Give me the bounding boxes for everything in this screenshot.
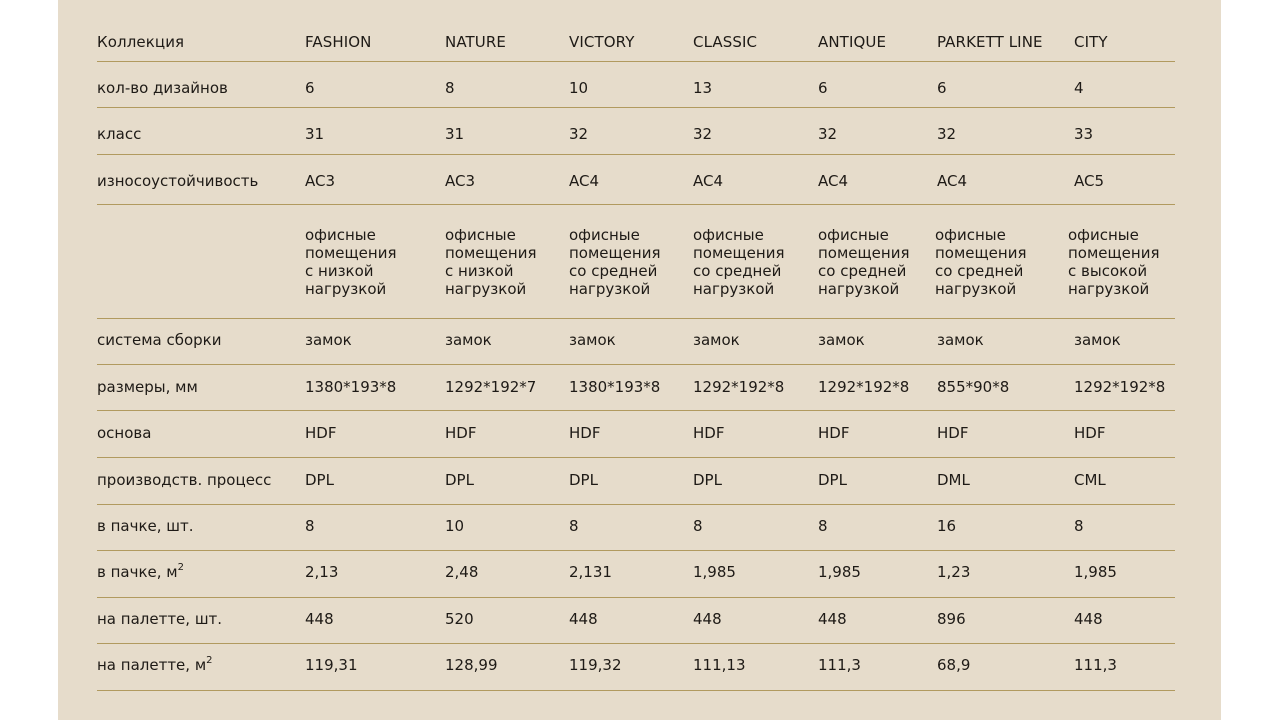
table-cell: 2,13 [305, 563, 339, 581]
table-cell: 4 [1074, 79, 1084, 97]
table-cell: офисные помещения со средней нагрузкой [818, 226, 910, 298]
table-cell: DPL [445, 471, 474, 489]
table-cell: 1,985 [693, 563, 736, 581]
table-cell: AC4 [569, 172, 600, 190]
table-cell: замок [569, 331, 616, 349]
table-cell: офисные помещения со средней нагрузкой [693, 226, 785, 298]
table-cell: HDF [569, 424, 601, 442]
table-cell: 6 [937, 79, 947, 97]
table-cell: 1,985 [818, 563, 861, 581]
table-cell: 119,31 [305, 656, 358, 674]
row-label-text: на палетте, м [97, 656, 207, 674]
table-cell: 32 [569, 125, 589, 143]
table-cell: 896 [937, 610, 966, 628]
table-cell: AC5 [1074, 172, 1105, 190]
table-cell: 8 [818, 517, 828, 535]
table-cell: 111,3 [1074, 656, 1117, 674]
table-cell: 448 [569, 610, 598, 628]
table-row [97, 155, 1175, 205]
table-cell: 31 [305, 125, 325, 143]
table-row [97, 365, 1175, 411]
table-row [97, 205, 1175, 319]
table-cell: AC4 [818, 172, 849, 190]
table-cell: HDF [693, 424, 725, 442]
table-cell: 1292*192*8 [693, 378, 785, 396]
table-cell: HDF [305, 424, 337, 442]
table-cell: DPL [693, 471, 722, 489]
row-label: класс [97, 125, 142, 143]
header-cell: VICTORY [569, 33, 635, 51]
table-cell: замок [1074, 331, 1121, 349]
table-cell: 855*90*8 [937, 378, 1010, 396]
header-cell: ANTIQUE [818, 33, 887, 51]
table-cell: 111,13 [693, 656, 746, 674]
table-cell: 6 [818, 79, 828, 97]
table-cell: HDF [818, 424, 850, 442]
table-row [97, 458, 1175, 505]
header-cell: Коллекция [97, 33, 185, 51]
table-cell: офисные помещения со средней нагрузкой [935, 226, 1027, 298]
header-cell: NATURE [445, 33, 506, 51]
table-cell: 13 [693, 79, 713, 97]
table-cell: HDF [1074, 424, 1106, 442]
header-cell: FASHION [305, 33, 372, 51]
table-cell: 8 [693, 517, 703, 535]
table-cell: замок [937, 331, 984, 349]
table-cell: AC4 [693, 172, 724, 190]
table-cell: CML [1074, 471, 1106, 489]
table-cell: 2,131 [569, 563, 612, 581]
table-cell: 8 [1074, 517, 1084, 535]
table-cell: 16 [937, 517, 957, 535]
table-cell: 448 [1074, 610, 1103, 628]
table-cell: 1380*193*8 [305, 378, 397, 396]
row-label: производств. процесс [97, 471, 272, 489]
table-cell: 2,48 [445, 563, 479, 581]
header-cell: CITY [1074, 33, 1108, 51]
table-cell: 448 [305, 610, 334, 628]
table-cell: 31 [445, 125, 465, 143]
table-cell: AC3 [445, 172, 476, 190]
table-cell: 1292*192*7 [445, 378, 537, 396]
table-cell: 10 [445, 517, 465, 535]
row-label [97, 564, 184, 581]
table-cell: 68,9 [937, 656, 971, 674]
table-cell: HDF [937, 424, 969, 442]
table-cell: офисные помещения с низкой нагрузкой [445, 226, 537, 298]
table-cell: 10 [569, 79, 589, 97]
table-row [97, 108, 1175, 155]
table-row [97, 61, 1175, 108]
table-cell: 32 [937, 125, 957, 143]
table-cell: DPL [569, 471, 598, 489]
row-label: на палетте, шт. [97, 610, 223, 628]
table-row [97, 598, 1175, 644]
table-row [97, 411, 1175, 458]
table-cell: 8 [305, 517, 315, 535]
table-cell: 8 [569, 517, 579, 535]
table-cell: офисные помещения со средней нагрузкой [569, 226, 661, 298]
table-cell: замок [445, 331, 492, 349]
row-label: размеры, мм [97, 378, 198, 396]
header-cell: CLASSIC [693, 33, 758, 51]
table-cell: 119,32 [569, 656, 622, 674]
table-row [97, 644, 1175, 691]
table-cell: HDF [445, 424, 477, 442]
row-label-text: в пачке, м [97, 563, 178, 581]
superscript: 2 [206, 655, 213, 666]
table-cell: офисные помещения с низкой нагрузкой [305, 226, 397, 298]
row-label [97, 657, 213, 674]
row-label: основа [97, 424, 152, 442]
table-cell: 1,23 [937, 563, 971, 581]
table-cell: 6 [305, 79, 315, 97]
row-label: кол-во дизайнов [97, 79, 228, 97]
table-cell: 33 [1074, 125, 1094, 143]
table-cell: 32 [693, 125, 713, 143]
table-cell: AC4 [937, 172, 968, 190]
table-cell: 520 [445, 610, 474, 628]
row-label: в пачке, шт. [97, 517, 194, 535]
table-cell: замок [818, 331, 865, 349]
table-cell: офисные помещения с высокой нагрузкой [1068, 226, 1160, 298]
table-cell: 32 [818, 125, 838, 143]
table-cell: 8 [445, 79, 455, 97]
table-cell: 448 [818, 610, 847, 628]
superscript: 2 [177, 562, 184, 573]
table-header-row [97, 0, 1175, 62]
table-cell: 1292*192*8 [818, 378, 910, 396]
table-cell: 1,985 [1074, 563, 1117, 581]
row-label: износоустойчивость [97, 172, 259, 190]
table-cell: AC3 [305, 172, 336, 190]
table-cell: DPL [818, 471, 847, 489]
row-label: система сборки [97, 331, 222, 349]
table-cell: 128,99 [445, 656, 498, 674]
table-cell: замок [305, 331, 352, 349]
table-row [97, 319, 1175, 365]
table-cell: 448 [693, 610, 722, 628]
table-cell: замок [693, 331, 740, 349]
header-cell: PARKETT LINE [937, 33, 1043, 51]
table-cell: DML [937, 471, 970, 489]
table-row [97, 551, 1175, 598]
table-cell: DPL [305, 471, 334, 489]
table-row [97, 505, 1175, 551]
table-cell: 111,3 [818, 656, 861, 674]
table-cell: 1380*193*8 [569, 378, 661, 396]
table-cell: 1292*192*8 [1074, 378, 1166, 396]
